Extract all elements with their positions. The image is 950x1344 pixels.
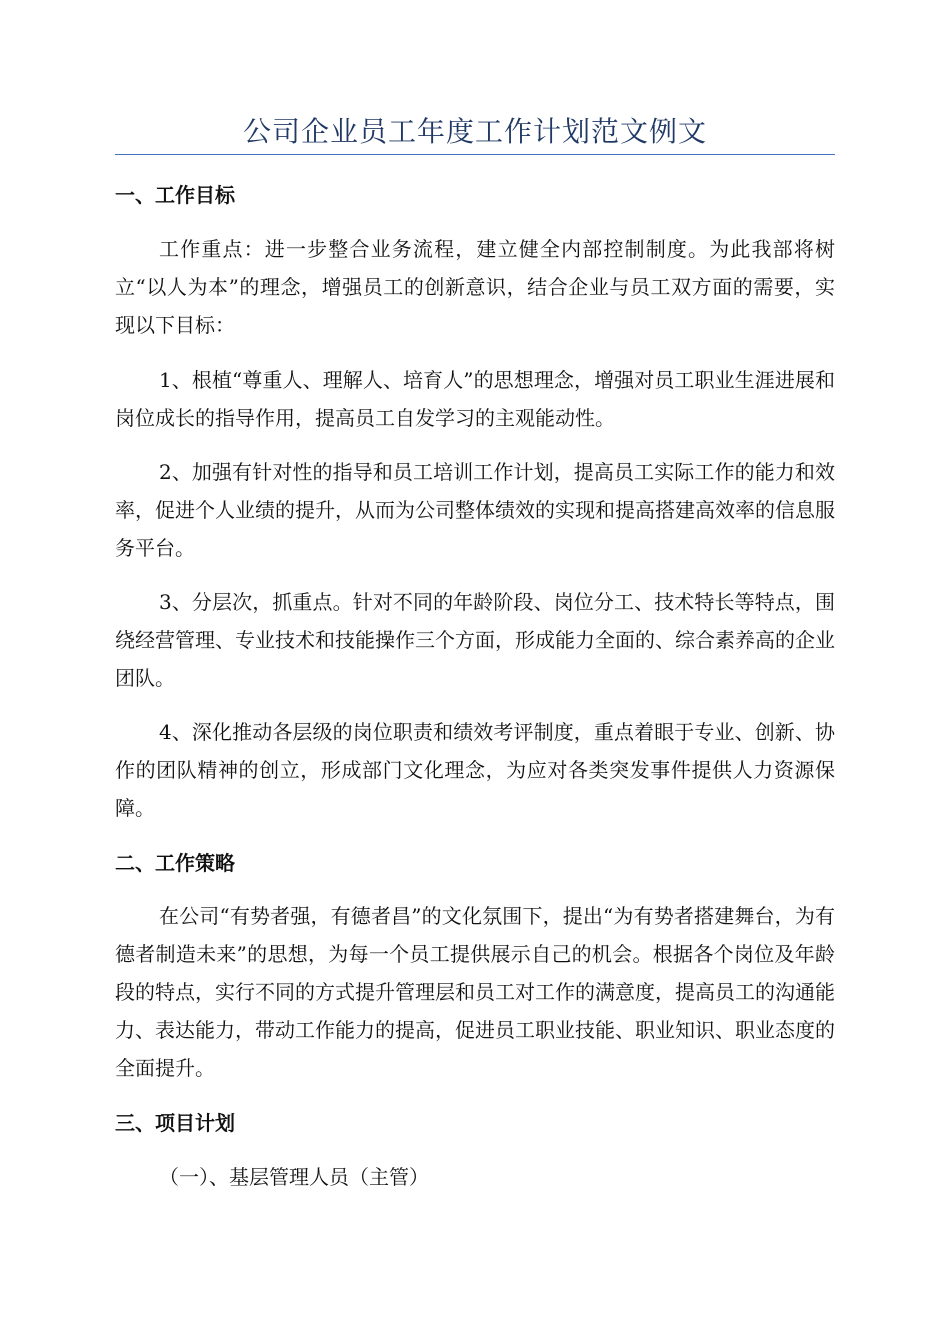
section-heading-strategy: 二、工作策略	[115, 851, 235, 875]
title-underline	[115, 154, 835, 155]
paragraph-goal-4: 4、深化推动各层级的岗位职责和绩效考评制度，重点着眼于专业、创新、协作的团队精神的创立，形成部门文化理念，为应对各类突发事件提供人力资源保障。	[115, 720, 835, 820]
paragraph-goals-intro: 工作重点：进一步整合业务流程，建立健全内部控制制度。为此我部将树立“以人为本”的理念，增强员工的创新意识，结合企业与员工双方面的需要，实现以下目标：	[115, 237, 835, 337]
subheading-grassroots-managers: （一）、基层管理人员（主管）	[159, 1165, 429, 1189]
section-heading-goals: 一、工作目标	[115, 183, 235, 207]
paragraph-goal-3: 3、分层次，抓重点。针对不同的年龄阶段、岗位分工、技术特长等特点，围绕经营管理、专业技术和技能操作三个方面，形成能力全面的、综合素养高的企业团队。	[115, 590, 835, 690]
section-heading-project-plan: 三、项目计划	[115, 1111, 235, 1135]
document-title: 公司企业员工年度工作计划范文例文	[242, 115, 707, 148]
paragraph-strategy: 在公司“有势者强，有德者昌”的文化氛围下，提出“为有势者搭建舞台，为有德者制造未来”的思想，为每一个员工提供展示自己的机会。根据各个岗位及年龄段的特点，实行不同的方式提升管理层和员工对工作的满意度，提高员工的沟通能力、表达能力，带动工作能力的提高，促进员工职业技能、职业知识、职业态度的全面提升。	[115, 904, 835, 1080]
paragraph-goal-1: 1、根植“尊重人、理解人、培育人”的思想理念，增强对员工职业生涯进展和岗位成长的指导作用，提高员工自发学习的主观能动性。	[115, 368, 835, 430]
paragraph-goal-2: 2、加强有针对性的指导和员工培训工作计划，提高员工实际工作的能力和效率，促进个人业绩的提升，从而为公司整体绩效的实现和提高搭建高效率的信息服务平台。	[115, 460, 835, 560]
